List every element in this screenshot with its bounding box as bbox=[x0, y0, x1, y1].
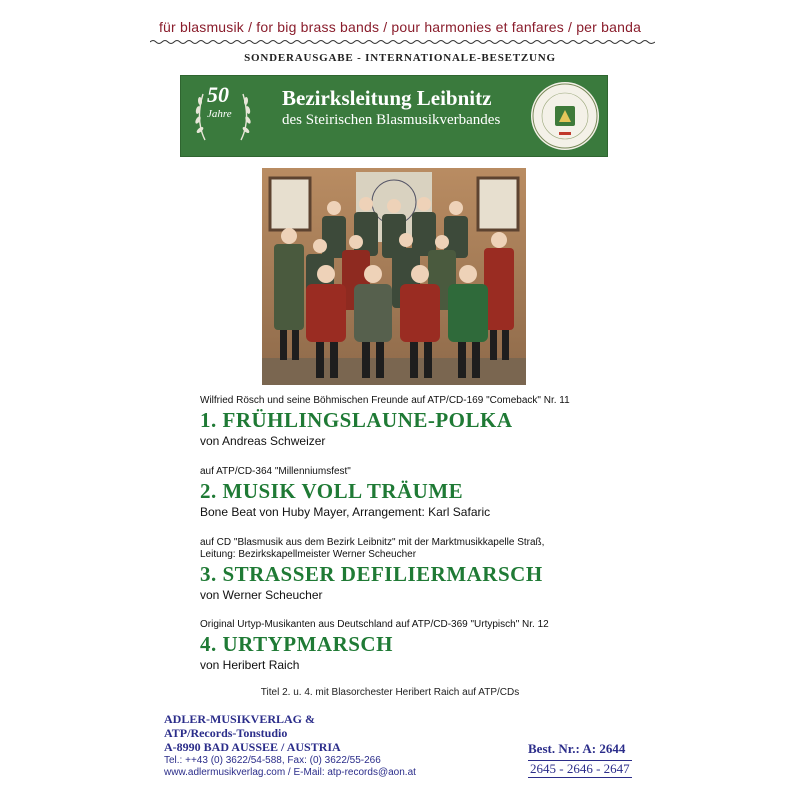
association-seal-icon bbox=[531, 82, 599, 150]
order-number: Best. Nr.: A: 2644 bbox=[528, 741, 626, 756]
publisher-web-link[interactable]: www.adlermusikverlag.com / E-Mail: atp-records@aon.at bbox=[164, 767, 416, 778]
anniversary-number: 50 bbox=[207, 82, 229, 107]
piece-3-title: 3. STRASSER DEFILIERMARSCH bbox=[200, 562, 543, 586]
banner-title: Bezirksleitung Leibnitz bbox=[282, 86, 492, 110]
piece-1-title: 1. FRÜHLINGSLAUNE-POLKA bbox=[200, 408, 513, 432]
piece-4-credit: Original Urtyp-Musikanten aus Deutschland auf ATP/CD-369 "Urtypisch" Nr. 12 bbox=[200, 619, 549, 630]
piece-3-composer: von Werner Scheucher bbox=[200, 588, 323, 602]
publisher-address: A-8990 BAD AUSSEE / AUSTRIA bbox=[164, 740, 341, 754]
publisher-name: ADLER-MUSIKVERLAG & bbox=[164, 712, 316, 726]
piece-1-credit: Wilfried Rösch und seine Böhmischen Freunde auf ATP/CD-169 "Comeback" Nr. 11 bbox=[200, 395, 570, 406]
tagline: für blasmusik / for big brass bands / pour harmonies et fanfares / per banda bbox=[158, 19, 642, 35]
band-group-photo bbox=[262, 168, 526, 385]
piece-2-credit: auf ATP/CD-364 "Millenniumsfest" bbox=[200, 466, 351, 477]
piece-2-composer: Bone Beat von Huby Mayer, Arrangement: Karl Safaric bbox=[200, 505, 491, 519]
piece-3-credit: auf CD "Blasmusik aus dem Bezirk Leibnitz" mit der Marktmusikkapelle Straß, bbox=[200, 537, 545, 548]
piece-1-composer: von Andreas Schweizer bbox=[200, 434, 326, 448]
banner-subtitle: des Steirischen Blasmusikverbandes bbox=[282, 112, 501, 128]
piece-2-title: 2. MUSIK VOLL TRÄUME bbox=[200, 479, 464, 503]
wavy-divider bbox=[150, 38, 655, 46]
piece-3-credit-line2: Leitung: Bezirkskapellmeister Werner Scheucher bbox=[200, 549, 417, 560]
edition-label: SONDERAUSGABE - INTERNATIONALE-BESETZUNG bbox=[244, 52, 556, 64]
piece-4-title: 4. URTYPMARSCH bbox=[200, 632, 393, 656]
publisher-studio: ATP/Records-Tonstudio bbox=[164, 726, 288, 740]
order-codes: 2645 - 2646 - 2647 bbox=[530, 761, 630, 776]
footnote: Titel 2. u. 4. mit Blasorchester Heribert Raich auf ATP/CDs bbox=[260, 687, 520, 698]
anniversary-banner bbox=[180, 75, 608, 157]
anniversary-word: Jahre bbox=[207, 108, 232, 120]
piece-4-composer: von Heribert Raich bbox=[200, 658, 300, 672]
publisher-phone: Tel.: ++43 (0) 3622/54-588, Fax: (0) 3622/55-266 bbox=[164, 755, 381, 766]
